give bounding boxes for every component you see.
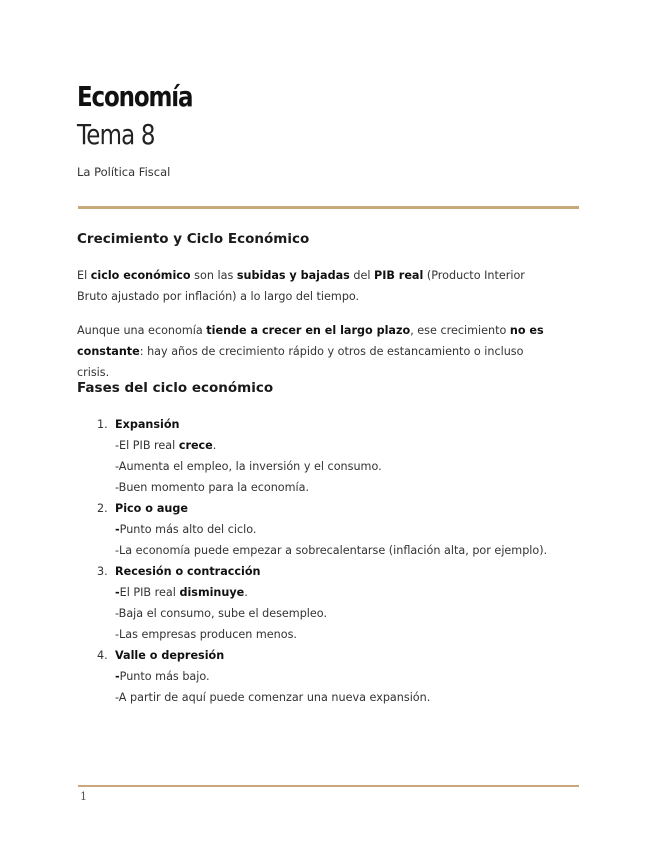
bold-text-run: tiende a crecer en el largo plazo <box>206 324 411 337</box>
phase-detail-line <box>77 435 577 456</box>
text-run: -Baja el consumo, sube el desempleo. <box>115 607 327 620</box>
text-run: . <box>244 586 248 599</box>
bold-text-run: disminuye <box>179 586 245 599</box>
bold-text-run: - <box>115 670 120 683</box>
text-run: son las <box>190 269 237 282</box>
phase-number-wrap <box>77 645 115 666</box>
text-run: -Las empresas producen menos. <box>115 628 297 641</box>
phase-title: Recesión o contracción <box>115 565 261 578</box>
phase-item <box>77 645 577 708</box>
paragraph-ciclo <box>77 265 557 307</box>
page-number: 1 <box>80 790 87 803</box>
phase-title: Valle o depresión <box>115 649 225 662</box>
text-run: Punto más bajo. <box>119 670 210 683</box>
text-run: -El PIB real <box>115 439 179 452</box>
text-run: -La economía puede empezar a sobrecalentarse (inflación alta, por ejemplo). <box>115 544 548 557</box>
phases-list <box>77 414 577 708</box>
text-run: , ese crecimiento <box>410 324 510 337</box>
phase-number-wrap <box>77 561 115 582</box>
text-run: El <box>77 269 91 282</box>
text-run: . <box>212 439 217 452</box>
text-run: El PIB real <box>119 586 180 599</box>
document-kicker: La Política Fiscal <box>77 165 171 179</box>
phase-number: 3. <box>97 565 108 578</box>
phase-header <box>77 645 577 666</box>
phase-title: Expansión <box>115 418 180 431</box>
bold-text-run: ciclo económico <box>90 269 191 282</box>
text-run: del <box>349 269 375 282</box>
phase-detail-line <box>77 582 577 603</box>
paragraph-crecimiento <box>77 320 557 383</box>
bold-text-run: crece <box>178 439 213 452</box>
phase-detail-line <box>77 540 577 561</box>
phase-detail-line <box>77 624 577 645</box>
phase-detail-line <box>77 519 577 540</box>
phase-number-wrap <box>77 498 115 519</box>
bold-text-run: - <box>115 523 120 536</box>
text-run: Aunque una economía <box>77 324 207 337</box>
phase-detail-line <box>77 687 577 708</box>
text-run: -A partir de aquí puede comenzar una nueva expansión. <box>115 691 431 704</box>
section-heading-fases: Fases del ciclo económico <box>77 380 274 396</box>
phase-detail-line <box>77 603 577 624</box>
footer-divider <box>78 785 579 787</box>
text-run: : hay años de crecimiento rápido y otros de estancamiento o incluso crisis. <box>77 345 524 379</box>
document-title: Economía <box>77 80 193 113</box>
section-heading-crecimiento: Crecimiento y Ciclo Económico <box>77 231 310 247</box>
text-run: -Aumenta el empleo, la inversión y el consumo. <box>115 460 382 473</box>
phase-detail-line <box>77 456 577 477</box>
phase-number: 2. <box>97 502 108 515</box>
phase-header <box>77 498 577 519</box>
document-subtitle: Tema 8 <box>77 118 155 151</box>
bold-text-run: - <box>115 586 120 599</box>
phase-header <box>77 561 577 582</box>
text-run: -Buen momento para la economía. <box>115 481 310 494</box>
bold-text-run: PIB real <box>374 269 424 282</box>
text-run: (Producto Interior Bruto ajustado por inflación) a lo largo del tiempo. <box>77 269 525 303</box>
phase-title: Pico o auge <box>115 502 188 515</box>
phase-item <box>77 561 577 645</box>
phase-detail-line <box>77 666 577 687</box>
phase-number-wrap <box>77 414 115 435</box>
phase-header <box>77 414 577 435</box>
phase-item <box>77 414 577 498</box>
text-run: Punto más alto del ciclo. <box>119 523 257 536</box>
header-divider <box>78 206 579 209</box>
bold-text-run: subidas y bajadas <box>236 269 350 282</box>
phase-number: 1. <box>97 418 108 431</box>
phase-item <box>77 498 577 561</box>
phase-number: 4. <box>97 649 108 662</box>
bold-text-run: no es constante <box>77 324 544 358</box>
phase-detail-line <box>77 477 577 498</box>
